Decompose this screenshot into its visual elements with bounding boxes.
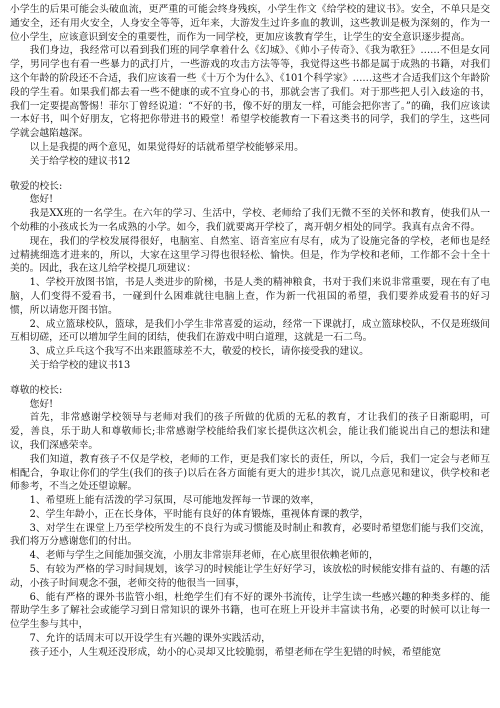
list-item: 1、希望班上能有活泼的学习氛围，尽可能地发挥每一节课的效率， xyxy=(29,495,320,507)
section-title: 关于给学校的建议书13 xyxy=(29,359,131,371)
list-item: 1、学校开放图书馆，书是人类进步的阶梯，书是人类的精神粮食，书对于我们来说非常重要，现在有了电脑，人们变得不爱看书，一碰到什么困难就往电脑上查，作为新一代祖国的希望，我们要养成爱看书的好习惯，所以请您开图书馆。 xyxy=(10,277,490,316)
list-item: 3、成立乒乓这个我写不出来跟篮球差不大，敬爱的校长，请你接受我的建议。 xyxy=(29,346,369,358)
spacer xyxy=(10,169,490,180)
list-item: 4、老师与学生之间能加强交流，小朋友非常崇拜老师，在心底里很依赖老师的， xyxy=(29,550,379,562)
greeting: 您好! xyxy=(29,194,54,206)
paragraph: 我们知道，教育孩子不仅是学校，老师的工作，更是我们家长的责任，所以，今后，我们一定会与老师互相配合，争取让你们的学生(我们的孩子)以后在各方面能有更大的进步!其次，说几点意见和建议，供学校和老师参考，不当之处还望谅解。 xyxy=(10,453,490,493)
paragraph: 我是XX班的一名学生。在六年的学习、生活中，学校、老师给了我们无微不至的关怀和教育，使我们从一个幼稚的小孩成长为一名成熟的小学。如今，我们就要离开学校了，离开朝夕相处的同学。我真有点舍不得。 xyxy=(10,208,490,233)
salutation: 尊敬的校长: xyxy=(10,384,63,396)
list-item: 6、能有严格的课外书监管小组，杜绝学生们有不好的课外书流传，让学生读一些感兴趣的种类多样的、能帮助学生多了解社会或能学习到日常知识的课外书籍，也可在班上开设并丰富读书角，必要的时候可以让每一位学生参与其中， xyxy=(10,591,490,631)
list-item: 3、对学生在课堂上乃至学校所发生的不良行为或习惯能及时制止和教育，必要时希望您们能与我们交流，我们将万分感谢您们的付出。 xyxy=(10,522,490,548)
list-item: 2、成立篮球校队，篮球，是我们小学生非常喜爱的运动，经常一下课就打，成立篮球校队，不仅是班级间互相切磋，还可以增加学生间的团结，使我们在游戏中明白道理，这就是一石二鸟。 xyxy=(10,318,490,344)
list-item: 7、允许的话周末可以开设学生有兴趣的课外实践活动， xyxy=(29,633,271,645)
paragraph: 小学生的后果可能会头破血流，更严重的可能会终身残疾，小学生作文《给学校的建议书》。安全，不单只是交通安全，还有用火安全，人身安全等等，近年来，大游发生过许多血的教训，这些教训是极为深刻的，作为一位小学生，应该意识到安全的重要性，而作为一同学校，更加应该教育学生，让学生的安全意识逐步提高。 xyxy=(10,4,490,43)
greeting: 您好! xyxy=(29,398,54,410)
section-title: 关于给学校的建议书12 xyxy=(29,155,131,167)
paragraph: 孩子还小，人生观还没形成，幼小的心灵却又比较脆弱，希望老师在学生犯错的时候，希望能宽 xyxy=(29,646,442,658)
paragraph: 首先，非常感谢学校领导与老师对我们的孩子所做的优质的无私的教育，才让我们的孩子日渐聪明，可爱，善良，乐于助人和尊敬师长;非常感谢学校能给我们家长提供这次机会，能让我们能说出自己的想法和建议，我们深感荣幸。 xyxy=(10,412,490,451)
list-item: 2、学生年龄小，正在长身体，平时能有良好的体育锻炼，重视体育课的教学， xyxy=(29,508,369,520)
list-item: 5、有较为严格的学习时间规划，该学习的时候能让学生好好学习，该放松的时候能安排有益的、有趣的活动，小孩子时间观念不强，老师交待的他很当一回事， xyxy=(10,564,490,589)
spacer xyxy=(10,373,490,384)
paragraph: 以上是我提的两个意见，如果觉得好的话就希望学校能够采用。 xyxy=(29,141,304,153)
salutation: 敬爱的校长: xyxy=(10,180,63,192)
paragraph: 我们身边，我经常可以看到我们班的同学拿着什么《幻城》、《帅小子传奇》、《我为歌狂》……不但是女同学，男同学也有看一些暴力的武打片，一些游戏的攻击方法等等，我觉得这些书都是属于成熟的书籍，对我们这个年龄的阶段还不合适，我们应该看一些《十万个为什么》、《101个科学家》……这些才合适我们这个年龄阶段的学生看。如果我们都去看一些不健康的或不宜身心的书，那就会害了我们。对于那些把人引入歧途的书，我们一定要提高警惕！菲尔丁曾经说道：“不好的书，像不好的朋友一样，可能会把你害了。”的确，我们应该读一本好书，叫个好朋友，它将把你带进书的殿堂！希望学校能教育一下看这类书的同学，我们的学生，这些同学就会越陷越深。 xyxy=(10,45,490,140)
paragraph: 现在，我们的学校发展得很好，电脑室、自然室、语音室应有尽有，成为了设施完备的学校，老师也是经过精挑细选才进来的，所以，大家在这里学习得也很轻松、愉快。但是，作为学校和老师，工作都不会十全十美的。因此，我在这儿给学校提几项建议： xyxy=(10,235,490,275)
